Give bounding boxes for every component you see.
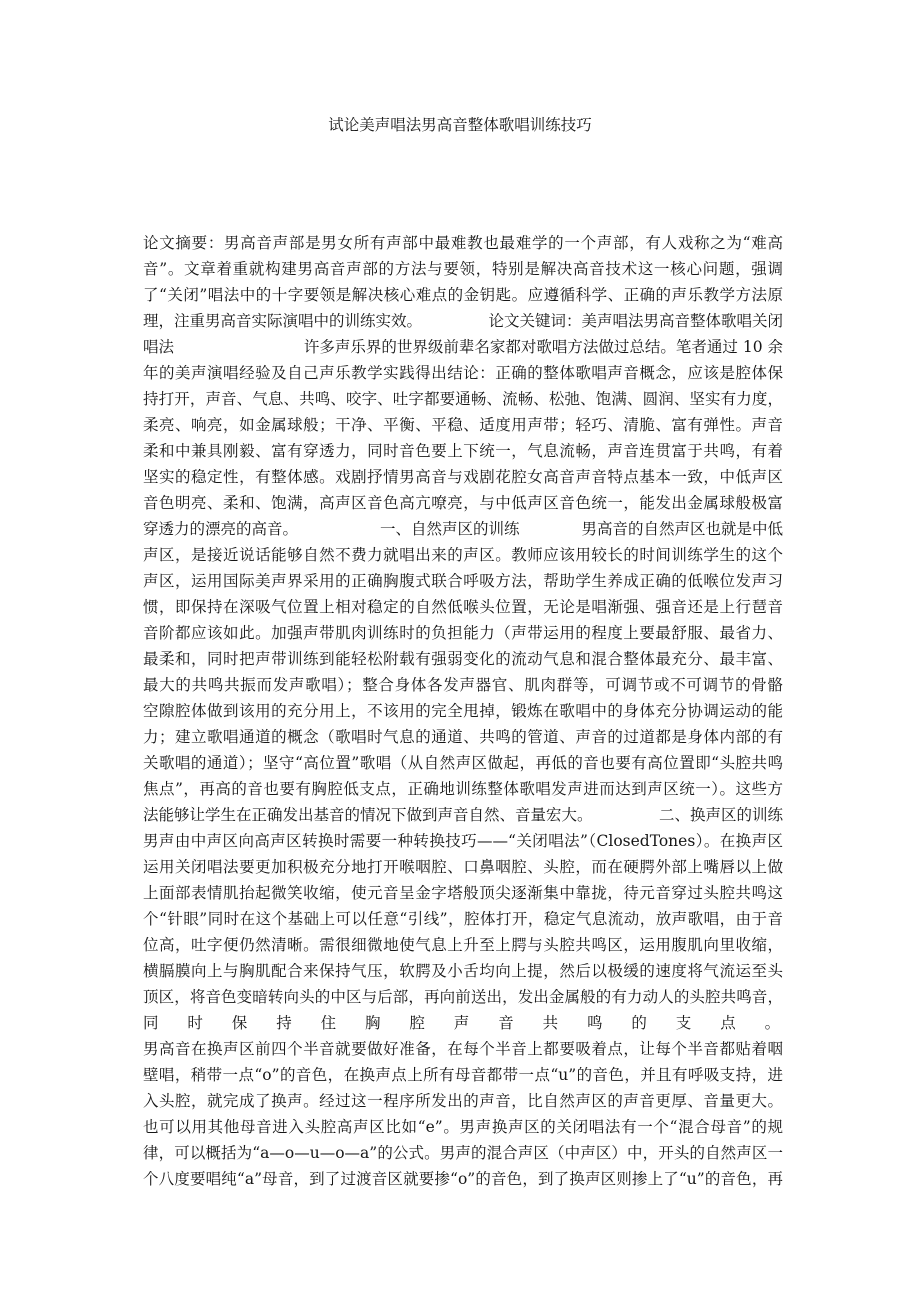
text-line <box>143 1114 783 1140</box>
text-line <box>143 308 783 334</box>
text-segment: 音色明亮、柔和、饱满，高声区音色高亢嘹亮，与中低声区音色统一，能发出金属球般极富 <box>143 494 783 512</box>
text-segment: 个八度要唱纯“a”母音，到了过渡音区就要掺“o”的音色，到了换声区则掺上了“u”的音色，再 <box>143 1170 783 1188</box>
text-segment: 柔和中兼具刚毅、富有穿透力，同时音色要上下统一，气息流畅，声音连贯富于共鸣，有着 <box>143 442 783 460</box>
text-line <box>143 230 783 256</box>
text-line <box>143 360 783 386</box>
text-line <box>143 880 783 906</box>
text-segment: 音”。文章着重就构建男高音声部的方法与要领，特别是解决高音技术这一核心问题，强调 <box>143 260 783 278</box>
text-segment: 坚实的稳定性，有整体感。戏剧抒情男高音与戏剧花腔女高音声音特点基本一致，中低声区 <box>143 468 783 486</box>
text-line <box>143 750 783 776</box>
text-line <box>143 412 783 438</box>
text-segment: 空隙腔体做到该用的充分用上，不该用的完全甩掉，锻炼在歌唱中的身体充分协调运动的能 <box>143 702 783 720</box>
text-segment: 声区，运用国际美声界采用的正确胸腹式联合呼吸方法，帮助学生养成正确的低喉位发声习 <box>143 572 783 590</box>
text-line <box>143 932 783 958</box>
text-line <box>143 984 783 1010</box>
text-segment: 音阶都应该如此。加强声带肌肉训练时的负担能力（声带运用的程度上要最舒服、最省力、 <box>143 624 783 642</box>
text-line <box>143 646 783 672</box>
text-line <box>143 1140 783 1166</box>
text-segment: 穿透力的漂亮的高音。 <box>143 520 299 538</box>
text-line <box>143 802 783 828</box>
text-segment: 运用关闭唱法要更加积极充分地打开喉咽腔、口鼻咽腔、头腔，而在硬腭外部上嘴唇以上做 <box>143 858 783 876</box>
text-line <box>143 438 783 464</box>
text-line <box>143 620 783 646</box>
text-line <box>143 906 783 932</box>
section-heading: 二、换声区的训练 <box>658 806 783 824</box>
keywords-segment: 论文关键词：美声唱法男高音整体歌唱关闭 <box>488 312 783 330</box>
text-segment: 男声由中声区向高声区转换时需要一种转换技巧——“关闭唱法”（ClosedTones）。在换声区 <box>143 832 783 850</box>
text-line <box>143 568 783 594</box>
text-segment: 柔亮、响亮，如金属球般；干净、平衡、平稳、适度用声带；轻巧、清脆、富有弹性。声音 <box>143 416 783 434</box>
section-heading: 一、自然声区的训练 <box>380 520 520 538</box>
text-segment: 最柔和，同时把声带训练到能轻松附载有强弱变化的流动气息和混合整体最充分、最丰富、 <box>143 650 783 668</box>
text-segment: 关歌唱的通道）；坚守“高位置”歌唱（从自然声区做起，再低的音也要有高位置即“头腔共鸣 <box>143 754 783 772</box>
text-segment: 年的美声演唱经验及自己声乐教学实践得出结论：正确的整体歌唱声音概念，应该是腔体保 <box>143 364 783 382</box>
text-line <box>143 542 783 568</box>
text-segment: 顶区，将音色变暗转向头的中区与后部，再向前送出，发出金属般的有力动人的头腔共鸣音， <box>143 988 783 1006</box>
text-line <box>143 386 783 412</box>
text-line <box>143 776 783 802</box>
text-segment: 律，可以概括为“a—o—u—o—a”的公式。男声的混合声区（中声区）中，开头的自然声区一 <box>143 1144 783 1162</box>
text-segment: 许多声乐界的世界级前辈名家都对歌唱方法做过总结。笔者通过 10 余 <box>303 338 783 356</box>
text-line <box>143 1088 783 1114</box>
text-line <box>143 854 783 880</box>
text-line <box>143 594 783 620</box>
text-segment: 惯，即保持在深吸气位置上相对稳定的自然低喉头位置，无论是唱渐强、强音还是上行琶音 <box>143 598 783 616</box>
document-title: 试论美声唱法男高音整体歌唱训练技巧 <box>328 116 592 134</box>
text-line <box>143 1062 783 1088</box>
text-line <box>143 256 783 282</box>
text-line <box>143 958 783 984</box>
text-line <box>143 490 783 516</box>
text-segment: 入头腔，就完成了换声。经过这一程序所发出的声音，比自然声区的声音更厚、音量更大。 <box>143 1092 783 1110</box>
text-segment: 最大的共鸣共振而发声歌唱）；整合身体各发声器官、肌肉群等，可调节或不可调节的骨骼 <box>143 676 783 694</box>
text-segment: 声区，是接近说话能够自然不费力就唱出来的声区。教师应该用较长的时间训练学生的这个 <box>143 546 783 564</box>
text-line <box>143 334 783 360</box>
text-segment: 也可以用其他母音进入头腔高声区比如“e”。男声换声区的关闭唱法有一个“混合母音”的规 <box>143 1118 783 1136</box>
text-line <box>143 282 783 308</box>
text-segment: 男高音在换声区前四个半音就要做好准备，在每个半音上都要吸着点，让每个半音都贴着咽 <box>143 1040 783 1058</box>
text-segment: 法能够让学生在正确发出基音的情况下做到声音自然、音量宏大。 <box>143 806 593 824</box>
text-segment: 同时保持住胸腔声音共鸣的支点。 <box>143 1014 810 1032</box>
text-segment: 持打开，声音、气息、共鸣、咬字、吐字都要通畅、流畅、松弛、饱满、圆润、坚实有力度， <box>143 390 783 408</box>
text-line <box>143 1036 783 1062</box>
document-body <box>143 230 810 1192</box>
text-line <box>143 828 783 854</box>
text-segment: 了“关闭”唱法中的十字要领是解决核心难点的金钥匙。应遵循科学、正确的声乐教学方法原 <box>143 286 783 304</box>
text-line <box>143 516 783 542</box>
text-segment: 位高，吐字便仍然清晰。需很细微地使气息上升至上腭与头腔共鸣区，运用腹肌向里收缩， <box>143 936 783 954</box>
text-segment: 横膈膜向上与胸肌配合来保持气压，软腭及小舌均向上提，然后以极缓的速度将气流运至头 <box>143 962 783 980</box>
text-segment: 唱法 <box>143 338 175 356</box>
text-segment: 上面部表情肌抬起微笑收缩，使元音呈金字塔般顶尖逐渐集中靠拢，待元音穿过头腔共鸣这 <box>143 884 783 902</box>
text-line <box>143 698 783 724</box>
text-line <box>143 672 783 698</box>
text-segment: 个“针眼”同时在这个基础上可以任意“引线”，腔体打开，稳定气息流动，放声歌唱，由于音 <box>143 910 783 928</box>
text-line <box>143 1166 783 1192</box>
text-line <box>143 1010 810 1036</box>
text-segment: 论文摘要：男高音声部是男女所有声部中最难教也最难学的一个声部，有人戏称之为“难高 <box>143 234 783 252</box>
text-segment: 理，注重男高音实际演唱中的训练实效。 <box>143 312 423 330</box>
text-line <box>143 724 783 750</box>
text-segment: 焦点”，再高的音也要有胸腔低支点，正确地训练整体歌唱发声进而达到声区统一）。这些方 <box>143 780 783 798</box>
text-line <box>143 464 783 490</box>
text-segment: 男高音的自然声区也就是中低 <box>581 520 783 538</box>
text-segment: 壁唱，稍带一点“o”的音色，在换声点上所有母音都带一点“u”的音色，并且有呼吸支持，进 <box>143 1066 783 1084</box>
text-segment: 力；建立歌唱通道的概念（歌唱时气息的通道、共鸣的管道、声音的过道都是身体内部的有 <box>143 728 783 746</box>
